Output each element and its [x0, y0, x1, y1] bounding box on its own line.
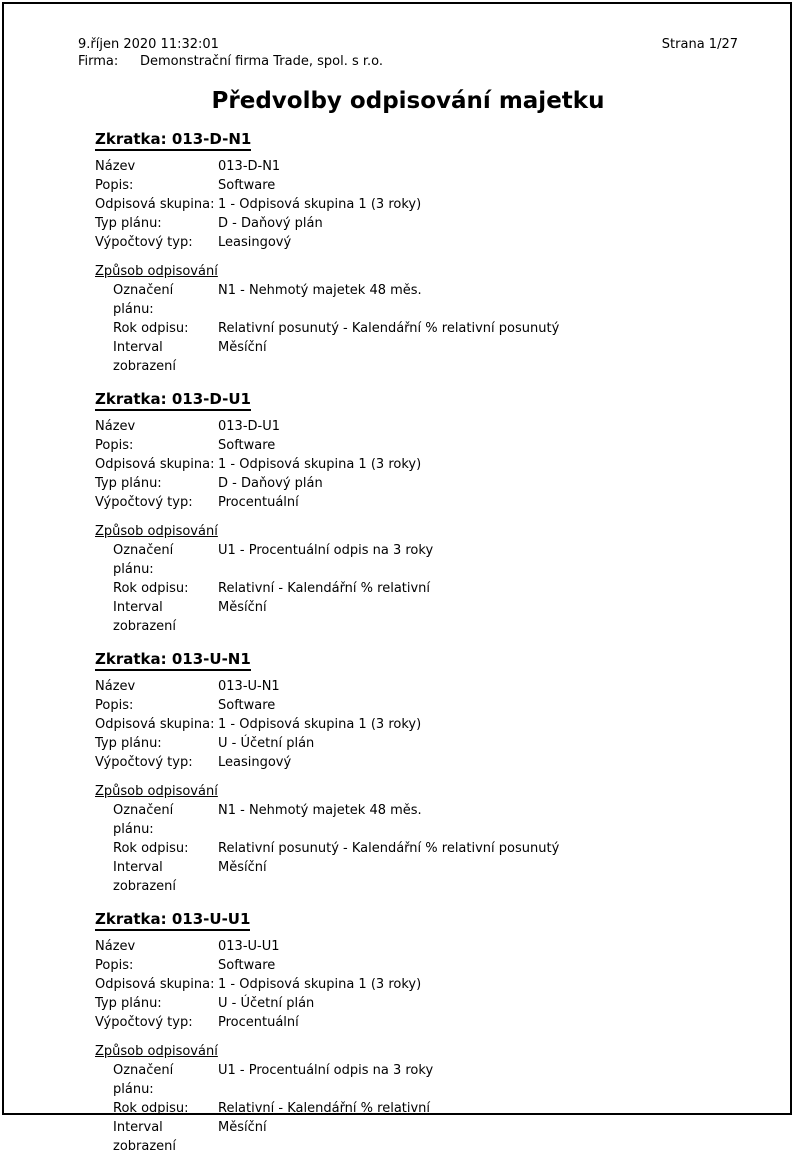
field-value: 013-U-U1	[218, 939, 280, 954]
field-value: 1 - Odpisová skupina 1 (3 roky)	[218, 977, 422, 992]
depreciation-method-subsection	[95, 522, 738, 636]
field-value: 013-D-U1	[218, 419, 280, 434]
subsection-heading: Způsob odpisování	[95, 1044, 218, 1059]
field-row	[95, 801, 738, 839]
preset-section-013-U-U1	[95, 910, 738, 1156]
depreciation-method-subsection	[95, 782, 738, 896]
field-row	[95, 195, 738, 214]
field-value: U - Účetní plán	[218, 996, 315, 1011]
field-label: Název	[95, 679, 136, 694]
report-header-left	[78, 36, 383, 70]
subsection-heading: Způsob odpisování	[95, 524, 218, 539]
field-row	[95, 157, 738, 176]
field-row	[95, 417, 738, 436]
field-value: U - Účetní plán	[218, 736, 315, 751]
field-row	[95, 281, 738, 319]
field-row	[95, 579, 738, 598]
field-label: Interval zobrazení	[113, 340, 177, 374]
section-heading-text: Zkratka: 013-U-N1	[95, 650, 251, 671]
field-value: Měsíční	[218, 600, 267, 615]
field-value: Leasingový	[218, 755, 292, 770]
field-label: Odpisová skupina:	[95, 717, 215, 732]
field-row	[95, 994, 738, 1013]
sections-container	[95, 130, 738, 1156]
field-row	[95, 436, 738, 455]
field-value: Relativní posunutý - Kalendářní % relativní posunutý	[218, 321, 560, 336]
section-heading-text: Zkratka: 013-D-N1	[95, 130, 251, 151]
report-header	[78, 36, 738, 70]
field-value: U1 - Procentuální odpis na 3 roky	[218, 1063, 434, 1078]
field-label: Rok odpisu:	[113, 321, 189, 336]
field-label: Označení plánu:	[113, 283, 174, 317]
firm-line	[78, 53, 383, 70]
field-row	[95, 1061, 738, 1099]
field-label: Interval zobrazení	[113, 1120, 177, 1154]
field-label: Typ plánu:	[95, 996, 162, 1011]
field-row	[95, 715, 738, 734]
field-label: Typ plánu:	[95, 216, 162, 231]
field-value: D - Daňový plán	[218, 476, 323, 491]
field-label: Popis:	[95, 178, 134, 193]
field-label: Interval zobrazení	[113, 600, 177, 634]
field-row	[95, 176, 738, 195]
field-row	[95, 975, 738, 994]
field-value: Měsíční	[218, 860, 267, 875]
firm-value: Demonstrační firma Trade, spol. s r.o.	[140, 54, 384, 69]
section-heading-text: Zkratka: 013-U-U1	[95, 910, 250, 931]
field-row	[95, 858, 738, 896]
field-label: Popis:	[95, 698, 134, 713]
field-row	[95, 1118, 738, 1156]
field-row	[95, 233, 738, 252]
field-row	[95, 338, 738, 376]
report-datetime: 9.říjen 2020 11:32:01	[78, 37, 219, 52]
field-row	[95, 1013, 738, 1032]
field-label: Interval zobrazení	[113, 860, 177, 894]
section-heading-text: Zkratka: 013-D-U1	[95, 390, 251, 411]
field-value: 013-U-N1	[218, 679, 280, 694]
section-heading	[95, 130, 738, 151]
preset-section-013-D-N1	[95, 130, 738, 376]
subsection-heading: Způsob odpisování	[95, 264, 218, 279]
field-value: Procentuální	[218, 1015, 299, 1030]
field-value: Měsíční	[218, 340, 267, 355]
field-label: Rok odpisu:	[113, 841, 189, 856]
field-row	[95, 1099, 738, 1118]
field-label: Označení plánu:	[113, 803, 174, 837]
field-value: Procentuální	[218, 495, 299, 510]
field-label: Výpočtový typ:	[95, 235, 193, 250]
field-label: Výpočtový typ:	[95, 755, 193, 770]
field-label: Typ plánu:	[95, 736, 162, 751]
field-label: Odpisová skupina:	[95, 457, 215, 472]
field-value: Software	[218, 698, 276, 713]
field-label: Označení plánu:	[113, 1063, 174, 1097]
field-label: Název	[95, 939, 136, 954]
field-label: Rok odpisu:	[113, 1101, 189, 1116]
section-heading	[95, 390, 738, 411]
field-value: Leasingový	[218, 235, 292, 250]
section-heading	[95, 650, 738, 671]
field-value: N1 - Nehmotý majetek 48 měs.	[218, 803, 422, 818]
field-label: Rok odpisu:	[113, 581, 189, 596]
field-label: Výpočtový typ:	[95, 1015, 193, 1030]
field-value: 013-D-N1	[218, 159, 281, 174]
field-row	[95, 493, 738, 512]
field-value: D - Daňový plán	[218, 216, 323, 231]
field-value: Relativní posunutý - Kalendářní % relativní posunutý	[218, 841, 560, 856]
field-value: Relativní - Kalendářní % relativní	[218, 1101, 431, 1116]
subsection-heading: Způsob odpisování	[95, 784, 218, 799]
report-title: Předvolby odpisování majetku	[211, 88, 605, 114]
field-label: Typ plánu:	[95, 476, 162, 491]
field-label: Název	[95, 159, 136, 174]
field-value: Software	[218, 438, 276, 453]
field-row	[95, 734, 738, 753]
field-label: Odpisová skupina:	[95, 197, 215, 212]
page-number: Strana 1/27	[661, 37, 738, 52]
field-value: 1 - Odpisová skupina 1 (3 roky)	[218, 197, 422, 212]
field-row	[95, 474, 738, 493]
field-label: Popis:	[95, 958, 134, 973]
field-value: Relativní - Kalendářní % relativní	[218, 581, 431, 596]
field-row	[95, 696, 738, 715]
field-row	[95, 956, 738, 975]
section-heading	[95, 910, 738, 931]
preset-section-013-U-N1	[95, 650, 738, 896]
field-row	[95, 319, 738, 338]
field-row	[95, 677, 738, 696]
depreciation-method-subsection	[95, 262, 738, 376]
field-label: Označení plánu:	[113, 543, 174, 577]
preset-section-013-D-U1	[95, 390, 738, 636]
firm-label: Firma:	[78, 54, 119, 69]
field-row	[95, 455, 738, 474]
field-value: Měsíční	[218, 1120, 267, 1135]
field-label: Odpisová skupina:	[95, 977, 215, 992]
field-row	[95, 598, 738, 636]
depreciation-method-subsection	[95, 1042, 738, 1156]
field-value: N1 - Nehmotý majetek 48 měs.	[218, 283, 422, 298]
field-value: Software	[218, 178, 276, 193]
field-label: Popis:	[95, 438, 134, 453]
field-row	[95, 839, 738, 858]
field-value: U1 - Procentuální odpis na 3 roky	[218, 543, 434, 558]
field-row	[95, 541, 738, 579]
field-row	[95, 214, 738, 233]
field-label: Výpočtový typ:	[95, 495, 193, 510]
field-row	[95, 753, 738, 772]
field-value: 1 - Odpisová skupina 1 (3 roky)	[218, 457, 422, 472]
field-row	[95, 937, 738, 956]
field-label: Název	[95, 419, 136, 434]
field-value: 1 - Odpisová skupina 1 (3 roky)	[218, 717, 422, 732]
field-value: Software	[218, 958, 276, 973]
